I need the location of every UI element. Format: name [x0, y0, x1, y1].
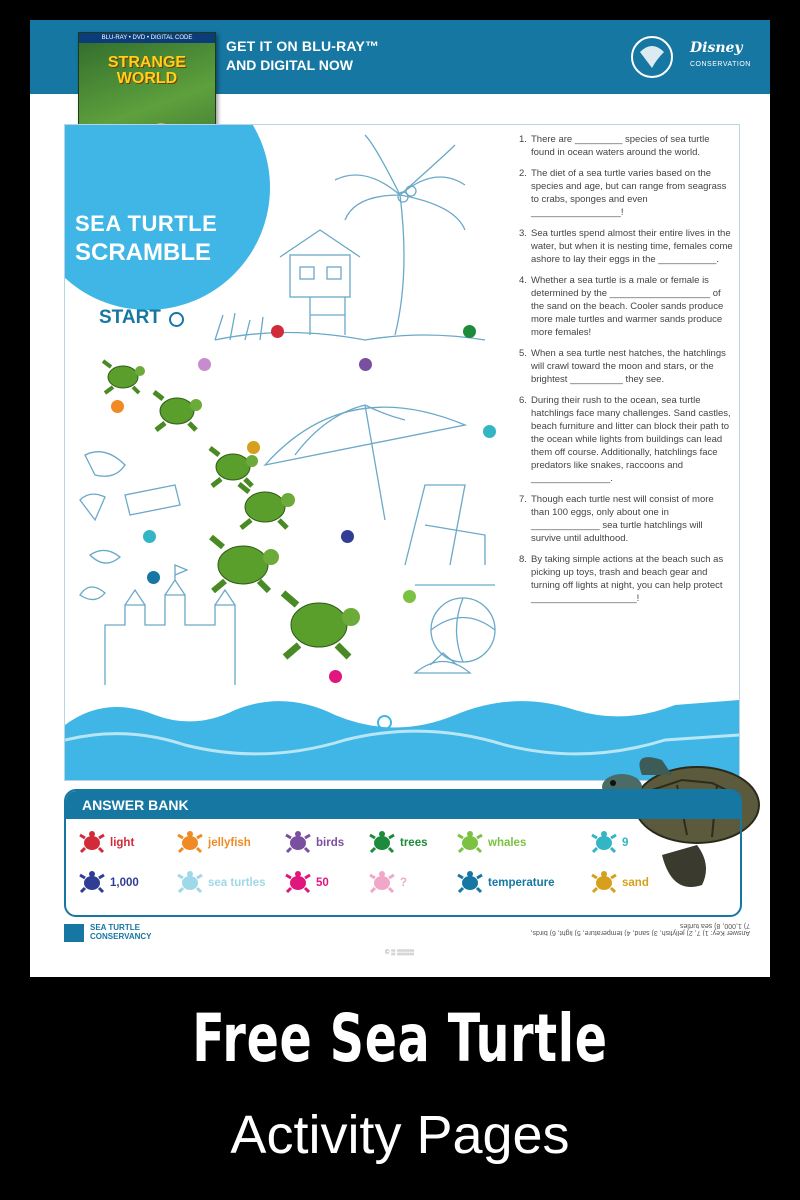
- question-number: 1.: [519, 134, 527, 145]
- question-item: [519, 394, 733, 485]
- hatchling-turtle-icon: [99, 355, 147, 395]
- path-dot-teal: [483, 425, 496, 438]
- hatchling-turtle-icon: [205, 533, 281, 595]
- question-number: 3.: [519, 228, 527, 239]
- question-text: Sea turtles spend almost their entire lives in the water, but when it is nesting time, females come ashore to lay their eggs in the ___________.: [531, 228, 733, 265]
- path-dot-pink: [198, 358, 211, 371]
- answer-bank-label: jellyfish: [208, 837, 251, 849]
- answer-bank-label: 9: [622, 837, 629, 849]
- question-number: 7.: [519, 494, 527, 505]
- question-list: [519, 133, 733, 613]
- question-number: 5.: [519, 348, 527, 359]
- cover-title-line-1: STRANGE: [107, 54, 187, 71]
- turtle-icon: [176, 831, 204, 855]
- answer-bank: [64, 789, 742, 917]
- org-name-line-2: CONSERVANCY: [90, 932, 152, 941]
- game-board: [64, 124, 740, 781]
- question-text: The diet of a sea turtle varies based on the species and age, but can range from seagrass to crabs, sponges and even _________________!: [531, 168, 727, 218]
- question-text: When a sea turtle nest hatches, the hatchlings will crawl toward the moon and stars, or the brightest __________ they see.: [531, 348, 726, 385]
- cover-title-line-2: WORLD: [116, 70, 178, 87]
- sea-turtle-conservancy-logo-icon: [64, 924, 84, 942]
- question-item: [519, 553, 733, 605]
- path-dot-aqua: [143, 530, 156, 543]
- hatchling-turtle-icon: [149, 387, 205, 433]
- brand-wordmark: Disney: [690, 40, 743, 56]
- path-dot-lime: [403, 590, 416, 603]
- path-dot-red: [271, 325, 284, 338]
- turtle-icon: [176, 871, 204, 895]
- question-text: Though each turtle nest will consist of more than 100 eggs, only about one in _____________ sea turtle hatchlings will survive until adulthood.: [531, 494, 714, 544]
- answer-key: Answer Key: 1) 7, 2) jellyfish, 3) sand, 4) temperature, 5) light, 6) birds, 7) 1,000, 8) sea turtles: [530, 922, 750, 936]
- question-number: 4.: [519, 275, 527, 286]
- promo-line-2: AND DIGITAL NOW: [226, 57, 354, 73]
- turtle-icon: [78, 831, 106, 855]
- question-text: By taking simple actions at the beach such as picking up toys, trash and beach gear and turning off lights at night, you can help protect ____________________!: [531, 554, 724, 604]
- answer-bank-label: sea turtles: [208, 877, 266, 889]
- answer-bank-label: 50: [316, 877, 329, 889]
- hatchling-turtle-icon: [277, 589, 363, 661]
- answer-bank-label: 1,000: [110, 877, 139, 889]
- turtle-icon: [456, 871, 484, 895]
- turtle-icon: [78, 871, 106, 895]
- path-dot-navy: [341, 530, 354, 543]
- activity-page: [30, 20, 770, 977]
- answer-bank-title: ANSWER BANK: [82, 797, 189, 813]
- answer-bank-label: trees: [400, 837, 428, 849]
- path-dot-green: [463, 325, 476, 338]
- game-title-line-1: SEA TURTLE: [75, 211, 218, 236]
- cover-format-label: BLU-RAY • DVD • DIGITAL CODE: [79, 33, 215, 43]
- path-dot-blue: [147, 571, 160, 584]
- brand-sub: CONSERVATION: [690, 61, 751, 68]
- turtle-icon: [590, 871, 618, 895]
- question-item: [519, 167, 733, 219]
- answer-bank-label: birds: [316, 837, 345, 849]
- path-dot-magenta: [329, 670, 342, 683]
- caption-subtitle: Activity Pages: [230, 1105, 570, 1165]
- question-text: Whether a sea turtle is a male or female is determined by the ___________________ of the sand on the beach. Cooler sands produce more male turtles and warmer sands produce more females!: [531, 275, 724, 338]
- answer-bank-label: ?: [400, 877, 408, 889]
- org-name-line-1: SEA TURTLE: [90, 923, 140, 932]
- question-number: 6.: [519, 395, 527, 406]
- answer-bank-header: [66, 791, 740, 819]
- turtle-icon: [456, 831, 484, 855]
- question-item: [519, 227, 733, 266]
- question-text: During their rush to the ocean, sea turtle hatchlings face many challenges. Sand castles, beach furniture and litter can block their path to the ocean while lights from buildings can lead them off course. Additionally, hatchlings face predators like snakes, raccoons and _______________.: [531, 395, 731, 484]
- start-label: START: [99, 307, 161, 328]
- question-item: [519, 347, 733, 386]
- question-number: 2.: [519, 168, 527, 179]
- question-number: 8.: [519, 554, 527, 565]
- turtle-icon: [368, 831, 396, 855]
- org-name: [90, 923, 152, 941]
- disney-conservation-logo-icon: [630, 30, 760, 84]
- hatchling-turtle-icon: [235, 480, 297, 532]
- answer-bank-label: temperature: [488, 877, 555, 889]
- turtle-icon: [284, 831, 312, 855]
- turtle-icon: [284, 871, 312, 895]
- answer-bank-label: sand: [622, 877, 649, 889]
- question-item: [519, 493, 733, 545]
- turtle-icon: [368, 871, 396, 895]
- game-title-line-2: SCRAMBLE: [75, 239, 211, 266]
- caption-title: Free Sea Turtle: [192, 1000, 608, 1077]
- answer-bank-label: light: [110, 837, 135, 849]
- copyright-mark: © ▒ ▒▒▒▒: [385, 950, 415, 956]
- question-item: [519, 133, 733, 159]
- question-item: [519, 274, 733, 339]
- answer-bank-label: whales: [488, 837, 527, 849]
- promo-line-1: GET IT ON BLU-RAY™: [226, 38, 380, 54]
- question-text: There are _________ species of sea turtle found in ocean waters around the world.: [531, 134, 710, 158]
- turtle-icon: [590, 831, 618, 855]
- path-dot-orange: [111, 400, 124, 413]
- cover-title: [93, 55, 201, 87]
- path-dot-purple: [359, 358, 372, 371]
